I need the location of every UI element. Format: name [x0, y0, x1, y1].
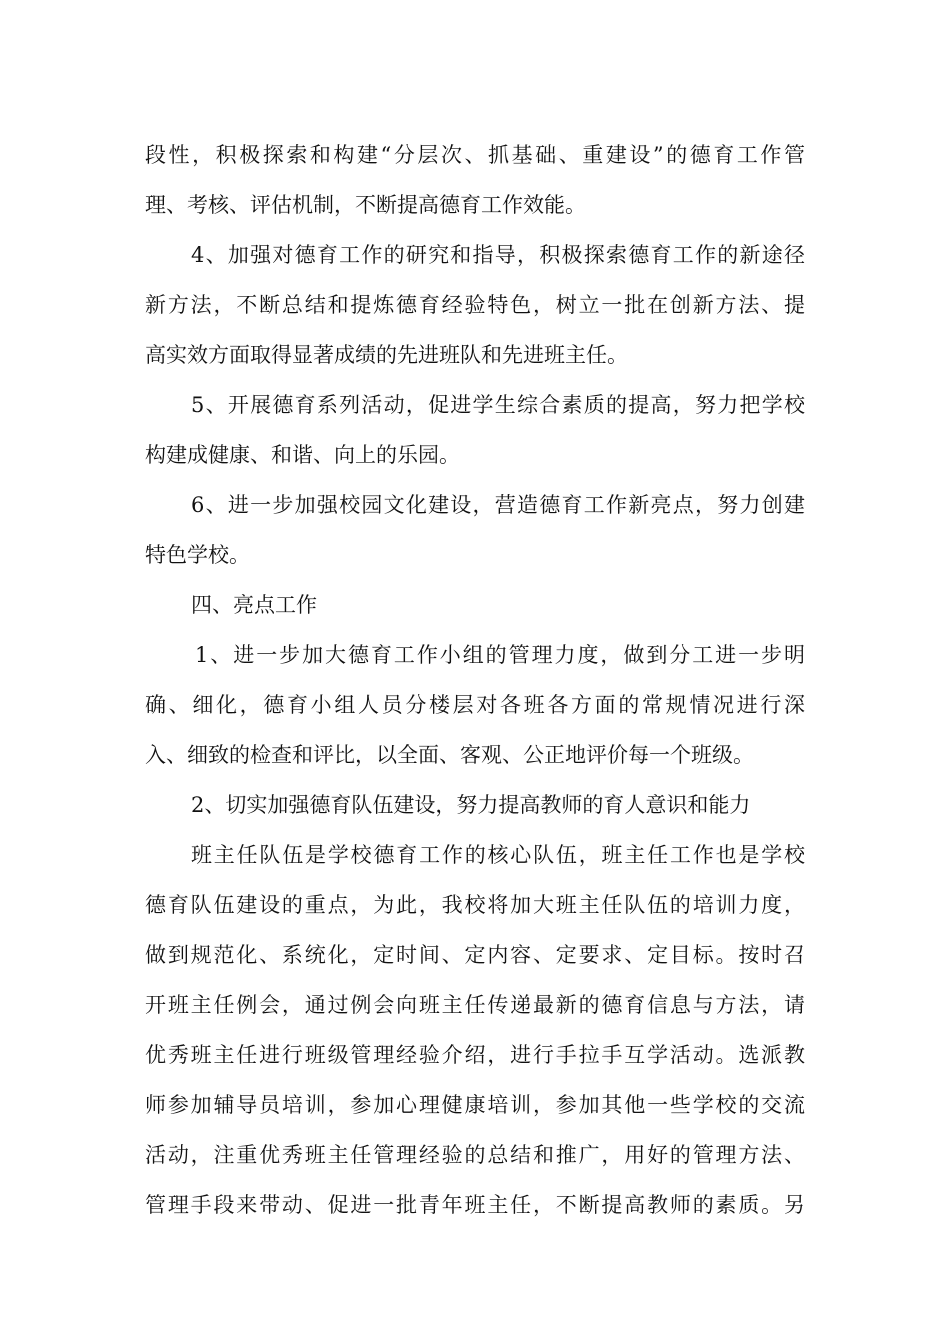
- text-line: 师参加辅导员培训，参加心理健康培训，参加其他一些学校的交流: [145, 1093, 805, 1117]
- text-line: 1、进一步加大德育工作小组的管理力度，做到分工进一步明: [195, 643, 805, 667]
- text-line: 构建成健康、和谐、向上的乐园。: [145, 443, 460, 467]
- text-line: 德育队伍建设的重点，为此，我校将加大班主任队伍的培训力度，: [145, 893, 805, 917]
- text-line: 优秀班主任进行班级管理经验介绍，进行手拉手互学活动。选派教: [145, 1043, 805, 1067]
- text-line: 管理手段来带动、促进一批青年班主任，不断提高教师的素质。另: [145, 1193, 805, 1217]
- text-line: 做到规范化、系统化，定时间、定内容、定要求、定目标。按时召: [145, 943, 805, 967]
- text-line: 新方法，不断总结和提炼德育经验特色，树立一批在创新方法、提: [145, 293, 805, 317]
- text-line: 高实效方面取得显著成绩的先进班队和先进班主任。: [145, 343, 628, 367]
- text-line: 活动，注重优秀班主任管理经验的总结和推广，用好的管理方法、: [145, 1143, 805, 1167]
- text-line: 班主任队伍是学校德育工作的核心队伍，班主任工作也是学校: [191, 843, 805, 867]
- section-heading: 四、亮点工作: [191, 593, 317, 617]
- text-line: 确、细化，德育小组人员分楼层对各班各方面的常规情况进行深: [145, 693, 805, 717]
- text-line: 5、开展德育系列活动，促进学生综合素质的提高，努力把学校: [191, 393, 805, 417]
- text-line: 6、进一步加强校园文化建设，营造德育工作新亮点，努力创建: [191, 493, 805, 517]
- text-line: 2、切实加强德育队伍建设，努力提高教师的育人意识和能力: [191, 793, 751, 817]
- text-line: 入、细致的检查和评比，以全面、客观、公正地评价每一个班级。: [145, 743, 754, 767]
- text-line: 理、考核、评估机制，不断提高德育工作效能。: [145, 193, 586, 217]
- text-line: 特色学校。: [145, 543, 250, 567]
- document-body: [145, 130, 805, 1230]
- text-line: 开班主任例会，通过例会向班主任传递最新的德育信息与方法，请: [145, 993, 805, 1017]
- text-line: 段性，积极探索和构建“分层次、抓基础、重建设”的德育工作管: [145, 143, 805, 167]
- text-line: 4、加强对德育工作的研究和指导，积极探索德育工作的新途径: [191, 243, 805, 267]
